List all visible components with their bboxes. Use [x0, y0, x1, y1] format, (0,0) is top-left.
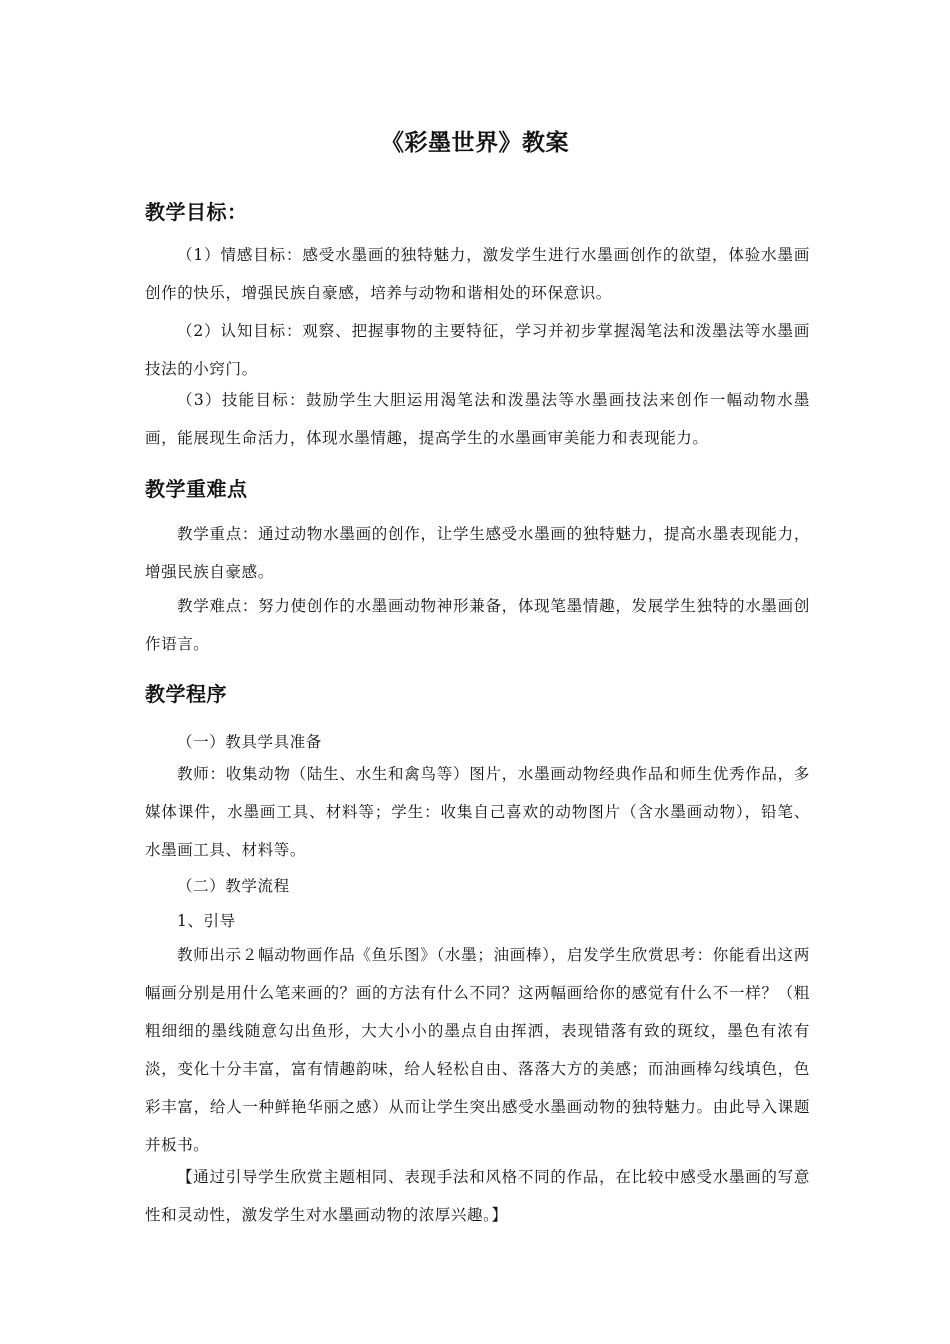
heading-key-points: 教学重难点	[145, 477, 248, 501]
heading-procedure: 教学程序	[145, 682, 227, 706]
objective-emotion: （1）情感目标：感受水墨画的独特魅力，激发学生进行水墨画创作的欲望，体验水墨画创作的快乐，增强民族自豪感，培养与动物和谐相处的环保意识。	[145, 246, 810, 302]
subheading-preparation: （一）教具学具准备	[177, 733, 322, 751]
preparation-text: 教师：收集动物（陆生、水生和禽鸟等）图片，水墨画动物经典作品和师生优秀作品，多媒体课件，水墨画工具、材料等；学生：收集自己喜欢的动物图片（含水墨画动物），铅笔、水墨画工具、材料等。	[145, 765, 810, 859]
document-title: 《彩墨世界》教案	[381, 129, 569, 156]
heading-objectives: 教学目标：	[145, 200, 248, 224]
key-point-difficulty: 教学难点：努力使创作的水墨画动物神形兼备，体现笔墨情趣，发展学生独特的水墨画创作语言。	[145, 597, 810, 653]
key-point-focus: 教学重点：通过动物水墨画的创作，让学生感受水墨画的独特魅力，提高水墨表现能力，增强民族自豪感。	[145, 525, 810, 581]
step-guide-label: 1、引导	[177, 912, 236, 930]
objective-skill: （3）技能目标：鼓励学生大胆运用渴笔法和泼墨法等水墨画技法来创作一幅动物水墨画，能展现生命活力，体现水墨情趣，提高学生的水墨画审美能力和表现能力。	[145, 391, 810, 447]
guide-text: 教师出示２幅动物画作品《鱼乐图》（水墨；油画棒），启发学生欣赏思考：你能看出这两幅画分别是用什么笔来画的？画的方法有什么不同？这两幅画给你的感觉有什么不一样？（粗粗细细的墨线随意勾出鱼形，大大小小的墨点自由挥洒，表现错落有致的斑纹，墨色有浓有淡，变化十分丰富，富有情趣韵味，给人轻松自由、落落大方的美感；而油画棒勾线填色，色彩丰富，给人一种鲜艳华丽之感）从而让学生突出感受水墨画动物的独特魅力。由此导入课题并板书。	[145, 946, 810, 1154]
guide-note: 【通过引导学生欣赏主题相同、表现手法和风格不同的作品，在比较中感受水墨画的写意性和灵动性，激发学生对水墨画动物的浓厚兴趣。】	[145, 1168, 810, 1224]
objective-cognition: （2）认知目标：观察、把握事物的主要特征，学习并初步掌握渴笔法和泼墨法等水墨画技法的小窍门。	[145, 322, 810, 378]
subheading-flow: （二）教学流程	[177, 877, 290, 895]
